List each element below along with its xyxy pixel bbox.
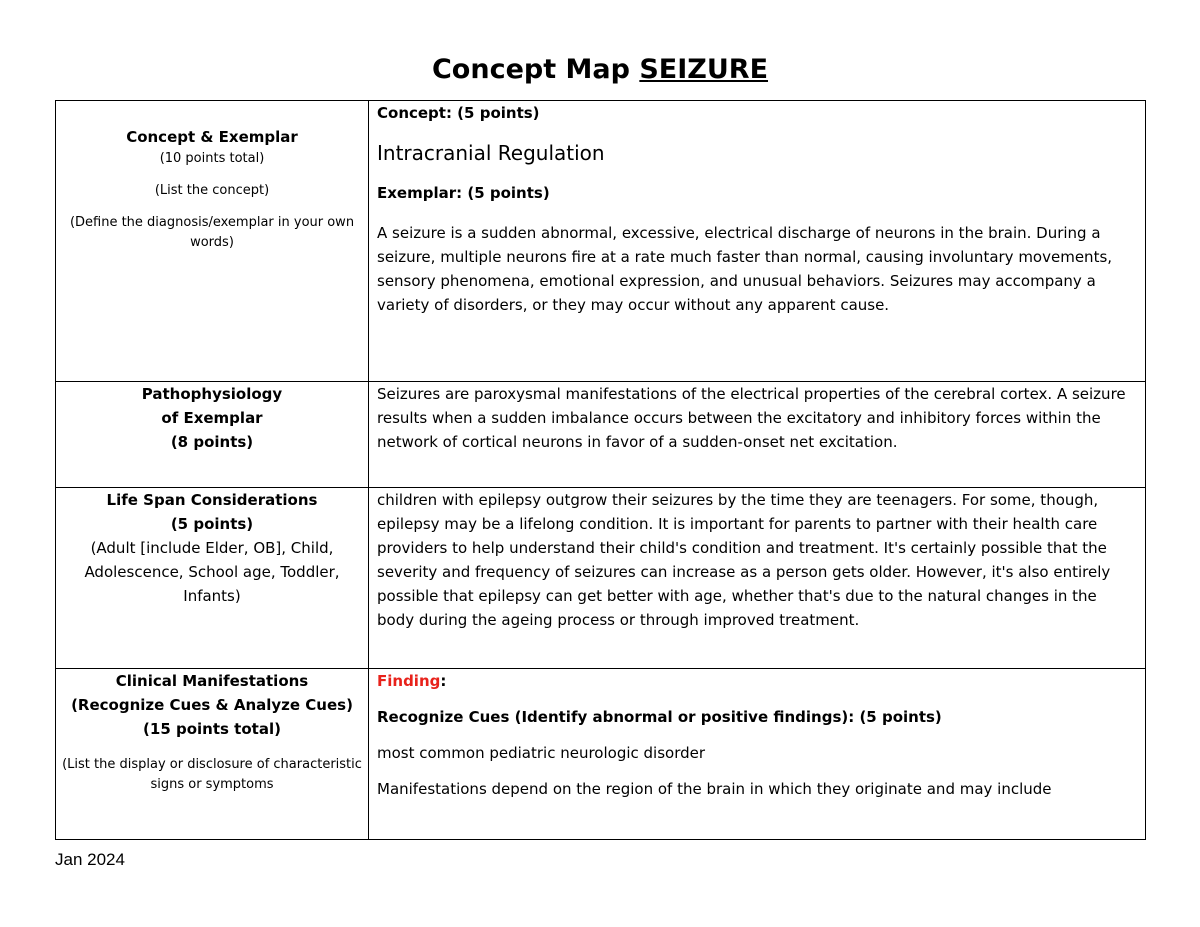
clinical-hint: (List the display or disclosure of characteristic signs or symptoms <box>62 757 362 792</box>
row-clinical-manifestations <box>56 669 1146 840</box>
row-pathophysiology <box>56 382 1146 488</box>
pathophysiology-points: (8 points) <box>170 433 254 451</box>
pathophysiology-content-cell <box>369 382 1146 488</box>
concept-exemplar-label-cell <box>56 101 369 382</box>
finding-item-2: Manifestations depend on the region of the brain in which they originate and may include <box>377 780 1052 798</box>
life-span-points: (5 points) <box>170 515 254 533</box>
concept-value: Intracranial Regulation <box>377 141 605 165</box>
pathophysiology-heading-line1: Pathophysiology <box>141 385 283 403</box>
life-span-label-cell <box>56 488 369 669</box>
finding-item-1: most common pediatric neurologic disorder <box>377 744 706 762</box>
recognize-cues-label: Recognize Cues (Identify abnormal or positive findings): (5 points) <box>377 708 942 726</box>
life-span-content-cell <box>369 488 1146 669</box>
title-topic: SEIZURE <box>639 54 769 85</box>
finding-label: Finding <box>377 672 441 690</box>
page-title <box>0 54 1200 85</box>
life-span-hint: (Adult [include Elder, OB], Child, Adolescence, School age, Toddler, Infants) <box>84 539 340 605</box>
clinical-manifestations-content-cell <box>369 669 1146 840</box>
list-concept-hint: (List the concept) <box>154 183 270 198</box>
concept-map-table <box>55 100 1146 840</box>
life-span-text: children with epilepsy outgrow their seizures by the time they are teenagers. For some, though, epilepsy may be a lifelong condition. It is important for parents to partner with their health care providers to help understand their child's condition and treatment. It's certainly possible that the severity and frequency of seizures can increase as a person gets older. However, it's also entirely possible that epilepsy can get better with age, whether that's due to the natural changes in the body during the ageing process or through improved treatment. <box>377 491 1111 629</box>
footer-date: Jan 2024 <box>55 850 125 869</box>
pathophysiology-heading-line2: of Exemplar <box>161 409 263 427</box>
finding-colon: : <box>440 672 447 690</box>
concept-exemplar-content-cell <box>369 101 1146 382</box>
clinical-heading-line1: Clinical Manifestations <box>115 672 309 690</box>
concept-exemplar-heading: Concept & Exemplar <box>126 128 298 146</box>
clinical-heading-line2: (Recognize Cues & Analyze Cues) <box>71 696 353 714</box>
row-life-span <box>56 488 1146 669</box>
clinical-points: (15 points total) <box>143 720 281 738</box>
row-concept-exemplar <box>56 101 1146 382</box>
exemplar-label: Exemplar: (5 points) <box>377 184 550 202</box>
title-prefix: Concept Map <box>431 54 640 85</box>
concept-label: Concept: (5 points) <box>377 104 540 122</box>
exemplar-definition: A seizure is a sudden abnormal, excessive, electrical discharge of neurons in the brain. During a seizure, multiple neurons fire at a rate much faster than normal, causing involuntary movements, sensory phenomena, emotional expression, and unusual behaviors. Seizures may accompany a variety of disorders, or they may occur without any apparent cause. <box>377 224 1113 314</box>
concept-exemplar-points: (10 points total) <box>159 151 265 166</box>
clinical-manifestations-label-cell <box>56 669 369 840</box>
define-exemplar-hint: (Define the diagnosis/exemplar in your own words) <box>69 215 355 250</box>
pathophysiology-label-cell <box>56 382 369 488</box>
pathophysiology-text: Seizures are paroxysmal manifestations of the electrical properties of the cerebral cortex. A seizure results when a sudden imbalance occurs between the excitatory and inhibitory forces within the network of cortical neurons in favor of a sudden-onset net excitation. <box>377 385 1126 451</box>
life-span-heading: Life Span Considerations <box>106 491 318 509</box>
